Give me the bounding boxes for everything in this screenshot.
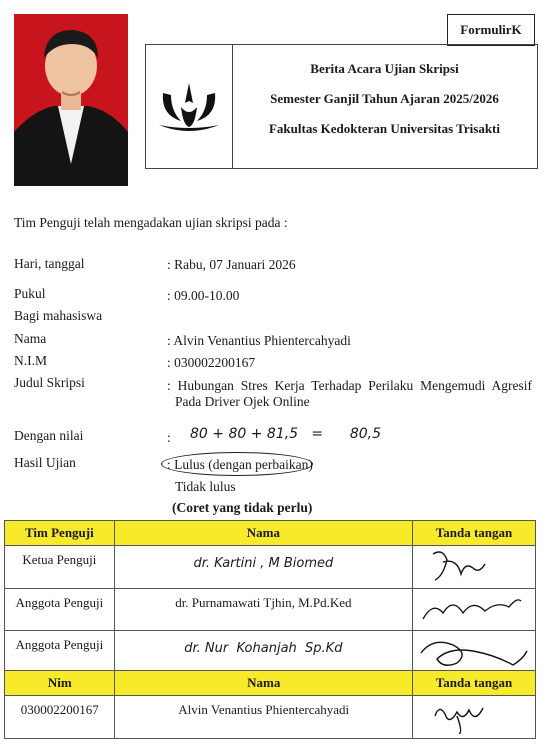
table-row xyxy=(5,696,536,739)
trisakti-emblem-icon xyxy=(157,81,221,133)
document-header xyxy=(145,44,538,169)
grade-colon: : xyxy=(167,430,171,445)
form-code-label: FormulirK xyxy=(460,22,522,37)
time-value: : 09.00-10.00 xyxy=(167,288,240,303)
thesis-title-line1: : Hubungan Stres Kerja Terhadap Perilaku Mengemudi Agresif xyxy=(167,378,532,393)
col-student-name: Nama xyxy=(115,671,413,696)
thesis-title-line2: Pada Driver Ojek Online xyxy=(175,394,310,409)
col-signature: Tanda tangan xyxy=(412,521,535,546)
name-label: Nama xyxy=(14,331,47,346)
nim-label: N.I.M xyxy=(14,353,47,368)
header-faculty: Fakultas Kedokteran Universitas Trisakti xyxy=(268,121,500,136)
university-logo xyxy=(146,45,233,168)
student-name: Alvin Venantius Phientercahyadi xyxy=(115,696,413,739)
header-title: Berita Acara Ujian Skripsi xyxy=(310,61,459,76)
col-name: Nama xyxy=(114,521,412,546)
intro-text: Tim Penguji telah mengadakan ujian skripsi pada : xyxy=(14,215,288,230)
student-nim: 030002200167 xyxy=(5,696,115,739)
header-semester: Semester Ganjil Tahun Ajaran 2025/2026 xyxy=(270,91,499,106)
result-label: Hasil Ujian xyxy=(14,455,76,470)
examiner-name: dr. Kartini , M Biomed xyxy=(114,546,412,589)
signature-icon xyxy=(413,696,535,734)
table-row xyxy=(5,546,536,589)
student-signature-table xyxy=(4,670,536,739)
examiner-name: dr. Purnamawati Tjhin, M.Pd.Ked xyxy=(114,589,412,631)
examiner-role: Anggota Penguji xyxy=(5,631,115,676)
grade-label: Dengan nilai xyxy=(14,428,84,443)
examiner-name: dr. Nur Kohanjah Sp.Kd xyxy=(114,631,412,676)
examiners-table-header xyxy=(5,521,536,546)
signature-icon xyxy=(413,589,535,626)
examiner-signature xyxy=(412,589,535,631)
table-row xyxy=(5,631,536,676)
student-signature xyxy=(412,696,535,739)
date-label: Hari, tanggal xyxy=(14,256,85,271)
student-table-header xyxy=(5,671,536,696)
col-student-signature: Tanda tangan xyxy=(412,671,535,696)
examiner-signature xyxy=(412,546,535,589)
nim-value: : 030002200167 xyxy=(167,355,256,370)
student-section-label: Bagi mahasiswa xyxy=(14,308,103,323)
examiner-signature xyxy=(412,631,535,676)
examiners-table xyxy=(4,520,536,676)
signature-icon xyxy=(413,631,535,671)
col-nim: Nim xyxy=(5,671,115,696)
strike-note: (Coret yang tidak perlu) xyxy=(172,500,313,515)
table-row xyxy=(5,589,536,631)
grade-handwritten: 80 + 80 + 81,5 = 80,5 xyxy=(190,426,382,442)
result-option-fail: Tidak lulus xyxy=(175,479,236,494)
col-examiner-team: Tim Penguji xyxy=(5,521,115,546)
signature-icon xyxy=(413,546,535,584)
name-value: : Alvin Venantius Phientercahyadi xyxy=(167,333,351,348)
examiner-role: Ketua Penguji xyxy=(5,546,115,589)
result-option-pass: : Lulus (dengan perbaikan) xyxy=(167,457,313,472)
student-photo xyxy=(14,14,128,186)
examiner-role: Anggota Penguji xyxy=(5,589,115,631)
form-code-badge xyxy=(447,14,535,46)
date-value: : Rabu, 07 Januari 2026 xyxy=(167,257,296,272)
thesis-title-label: Judul Skripsi xyxy=(14,375,85,390)
time-label: Pukul xyxy=(14,286,46,301)
